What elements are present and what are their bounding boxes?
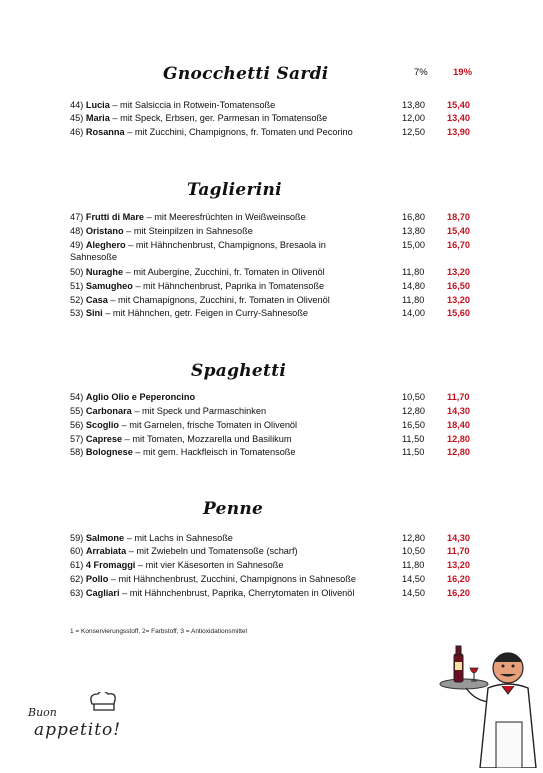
- menu-item-row: [70, 447, 475, 459]
- menu-item-row: [70, 392, 475, 404]
- item-name: Nuraghe: [85, 267, 124, 277]
- menu-item-row: [70, 212, 475, 224]
- rate-7-label: 7%: [414, 67, 428, 78]
- item-number: 61): [70, 560, 84, 570]
- logo-line1: Buon: [28, 706, 57, 719]
- item-text: [70, 546, 370, 558]
- price-19: 16,20: [447, 588, 470, 598]
- logo-line2: appetito!: [34, 720, 122, 740]
- menu-item-row: [70, 560, 475, 572]
- menu-item-row: [70, 127, 475, 139]
- buon-appetito-logo: [22, 692, 142, 757]
- menu-item-row: [70, 434, 475, 446]
- item-text: [70, 434, 370, 446]
- item-description: – mit Tomaten, Mozzarella und Basilikum: [122, 434, 292, 444]
- item-description: – mit Aubergine, Zucchini, fr. Tomaten in Olivenöl: [123, 267, 325, 277]
- price-7: 12,80: [402, 533, 425, 543]
- menu-item-row: [70, 420, 475, 432]
- item-description: – mit Hähnchenbrust, Paprika, Cherrytomaten in Olivenöl: [119, 588, 355, 598]
- item-description: – mit Hähnchenbrust, Paprika in Tomatensoße: [132, 281, 325, 291]
- item-number: 53): [70, 308, 84, 318]
- price-19: 14,30: [447, 533, 470, 543]
- item-description: – mit Zwiebeln und Tomatensoße (scharf): [126, 546, 298, 556]
- item-number: 60): [70, 546, 84, 556]
- price-19: 15,40: [447, 226, 470, 236]
- item-description: – mit vier Käsesorten in Sahnesoße: [135, 560, 284, 570]
- price-7: 12,50: [402, 127, 425, 137]
- menu-item-row: [70, 267, 475, 279]
- price-19: 11,70: [447, 392, 470, 402]
- item-name: Aglio Olio e Peperoncino: [85, 392, 196, 402]
- item-number: 63): [70, 588, 84, 598]
- item-name: Frutti di Mare: [85, 212, 145, 222]
- menu-item-row: [70, 226, 475, 238]
- price-7: 11,50: [402, 434, 425, 444]
- item-text: [70, 392, 370, 404]
- price-19: 16,20: [447, 574, 470, 584]
- item-name: Rosanna: [85, 127, 125, 137]
- item-text: [70, 574, 370, 586]
- item-text: [70, 113, 370, 125]
- price-19: 14,30: [447, 406, 470, 416]
- price-19: 13,40: [447, 113, 470, 123]
- item-number: 58): [70, 447, 84, 457]
- menu-item-row: [70, 406, 475, 418]
- item-description: – mit Salsiccia in Rotwein-Tomatensoße: [109, 100, 276, 110]
- menu-item-row: [70, 281, 475, 293]
- item-name: 4 Fromaggi: [85, 560, 136, 570]
- price-19: 13,90: [447, 127, 470, 137]
- item-text: [70, 100, 370, 112]
- price-19: 15,60: [447, 308, 470, 318]
- item-text: [70, 226, 370, 238]
- price-7: 10,50: [402, 392, 425, 402]
- price-7: 14,00: [402, 308, 425, 318]
- item-number: 51): [70, 281, 84, 291]
- item-number: 59): [70, 533, 84, 543]
- item-description: – mit Hähnchen, getr. Feigen in Curry-Sahnesoße: [102, 308, 308, 318]
- item-number: 55): [70, 406, 84, 416]
- item-name: Maria: [85, 113, 110, 123]
- price-7: 10,50: [402, 546, 425, 556]
- item-text: [70, 127, 370, 139]
- item-number: 48): [70, 226, 84, 236]
- item-number: 54): [70, 392, 84, 402]
- item-text: [70, 560, 370, 572]
- footnote: 1 = Konservierungsstoff, 2= Farbstoff, 3 = Antioxidationsmittel: [70, 628, 247, 635]
- item-number: 52): [70, 295, 84, 305]
- menu-item-row: [70, 113, 475, 125]
- item-name: Casa: [85, 295, 108, 305]
- item-text: [70, 295, 370, 307]
- price-19: 15,40: [447, 100, 470, 110]
- item-description: – mit Garnelen, frische Tomaten in Olivenöl: [119, 420, 298, 430]
- price-7: 11,80: [402, 295, 425, 305]
- item-description: – mit Hähnchenbrust, Champignons, Bresaola in Sahnesoße: [70, 240, 326, 262]
- item-text: [70, 588, 370, 600]
- item-name: Scoglio: [85, 420, 120, 430]
- item-description: – mit gem. Hackfleisch in Tomatensoße: [132, 447, 296, 457]
- menu-item-row: [70, 588, 475, 600]
- price-19: 13,20: [447, 560, 470, 570]
- price-7: 16,80: [402, 212, 425, 222]
- price-19: 12,80: [447, 447, 470, 457]
- item-text: [70, 308, 370, 320]
- item-text: [70, 447, 370, 459]
- price-7: 11,80: [402, 560, 425, 570]
- section-title-spaghetti: Spaghetti: [191, 361, 287, 381]
- item-description: – mit Meeresfrüchten in Weißweinsoße: [144, 212, 306, 222]
- item-name: Cagliari: [85, 588, 120, 598]
- item-description: – mit Zucchini, Champignons, fr. Tomaten und Pecorino: [124, 127, 353, 137]
- price-7: 13,80: [402, 100, 425, 110]
- item-description: – mit Hähnchenbrust, Zucchini, Champignons in Sahnesoße: [108, 574, 356, 584]
- price-7: 15,00: [402, 240, 425, 250]
- menu-item-row: [70, 295, 475, 307]
- price-7: 12,00: [402, 113, 425, 123]
- item-name: Bolognese: [85, 447, 133, 457]
- item-description: – mit Chamapignons, Zucchini, fr. Tomaten in Olivenöl: [107, 295, 330, 305]
- item-number: 62): [70, 574, 84, 584]
- item-number: 45): [70, 113, 84, 123]
- price-19: 11,70: [447, 546, 470, 556]
- price-19: 12,80: [447, 434, 470, 444]
- price-19: 16,70: [447, 240, 470, 250]
- item-number: 49): [70, 240, 84, 250]
- item-text: [70, 212, 370, 224]
- item-text: [70, 406, 370, 418]
- item-text: [70, 267, 370, 279]
- price-7: 16,50: [402, 420, 425, 430]
- price-7: 12,80: [402, 406, 425, 416]
- section-title-taglierini: Taglierini: [187, 180, 282, 200]
- item-name: Salmone: [85, 533, 125, 543]
- item-description: – mit Steinpilzen in Sahnesoße: [123, 226, 253, 236]
- item-text: [70, 420, 370, 432]
- item-name: Arrabiata: [85, 546, 127, 556]
- section-title-penne: Penne: [203, 499, 264, 519]
- price-7: 13,80: [402, 226, 425, 236]
- price-7: 11,80: [402, 267, 425, 277]
- item-number: 47): [70, 212, 84, 222]
- item-number: 44): [70, 100, 84, 110]
- rate-19-label: 19%: [453, 67, 473, 78]
- item-name: Oristano: [85, 226, 124, 236]
- item-name: Pollo: [85, 574, 109, 584]
- item-description: – mit Speck und Parmaschinken: [131, 406, 267, 416]
- item-text: [70, 240, 370, 263]
- item-description: – mit Speck, Erbsen, ger. Parmesan in Tomatensoße: [109, 113, 328, 123]
- price-19: 18,40: [447, 420, 470, 430]
- menu-item-row: [70, 308, 475, 320]
- item-name: Carbonara: [85, 406, 132, 416]
- menu-item-row: [70, 574, 475, 586]
- item-text: [70, 281, 370, 293]
- price-19: 16,50: [447, 281, 470, 291]
- item-number: 57): [70, 434, 84, 444]
- price-7: 11,50: [402, 447, 425, 457]
- menu-item-row: [70, 100, 475, 112]
- item-name: Caprese: [85, 434, 123, 444]
- price-7: 14,50: [402, 574, 425, 584]
- price-19: 18,70: [447, 212, 470, 222]
- menu-item-row: [70, 533, 475, 545]
- item-number: 46): [70, 127, 84, 137]
- section-title-gnocchetti: Gnocchetti Sardi: [163, 64, 329, 84]
- price-7: 14,80: [402, 281, 425, 291]
- waiter-illustration: [436, 640, 541, 773]
- item-description: – mit Lachs in Sahnesoße: [124, 533, 233, 543]
- price-19: 13,20: [447, 295, 470, 305]
- item-text: [70, 533, 370, 545]
- item-number: 50): [70, 267, 84, 277]
- price-19: 13,20: [447, 267, 470, 277]
- item-name: Aleghero: [85, 240, 126, 250]
- menu-item-row: [70, 240, 475, 262]
- menu-item-row: [70, 546, 475, 558]
- price-7: 14,50: [402, 588, 425, 598]
- item-name: Lucia: [85, 100, 110, 110]
- item-number: 56): [70, 420, 84, 430]
- item-name: Sini: [85, 308, 103, 318]
- item-name: Samugheo: [85, 281, 133, 291]
